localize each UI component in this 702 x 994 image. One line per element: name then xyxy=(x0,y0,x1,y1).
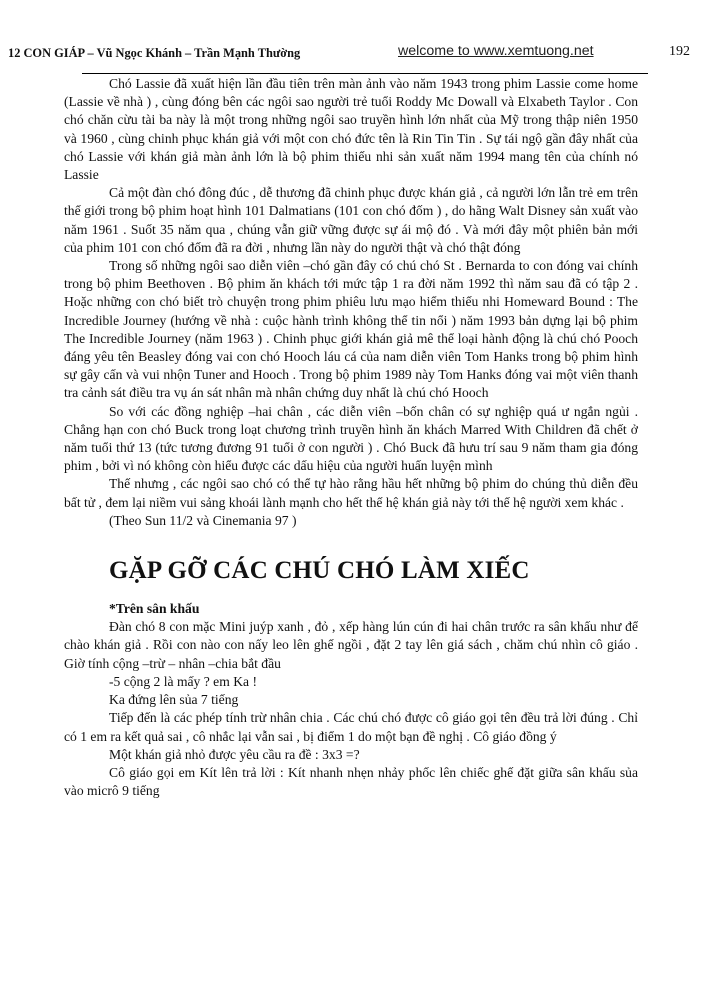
paragraph-beethoven: Trong số những ngôi sao diễn viên –chó gần đây có chú chó St . Bernarda to con đóng vai chính trong bộ phim Beethoven . Bộ phim ăn khách tới mức tập 1 ra đời năm 1992 thì năm sau đã có tập 2 . Hoặc những con chó biết trò chuyện trong phim phiêu lưu mạo hiểm thiếu nhi Homeward Bound : The Incredible Journey (hướng về nhà : cuộc hành trình không thể tin nổi ) năm 1993 bản dựng lại bộ phim The Incredible Journey (năm 1963 ) . Chinh phục giới khán giả mê thể loại hành động là chú chó Pooch đáng yêu tên Beasley đóng vai con chó Hooch láu cá của nam diễn viên Tom Hanks trong bộ phim hình sự gây cấn và vui nhộn Tuner and Hooch . Trong bộ phim 1989 này Tom Hanks đóng vai một viên thanh tra cảnh sát điều tra vụ án sát nhân mà nhân chứng duy nhất là chú chó Hooch xyxy=(64,258,638,401)
page-number: 192 xyxy=(669,44,690,59)
paragraph-conclusion: Thế nhưng , các ngôi sao chó có thể tự hào rằng hầu hết những bộ phim do chúng thủ diễn đều bất tử , đem lại niềm vui sảng khoái lành mạnh cho hết thế hệ khán giả này tới thế hệ người xem khác . xyxy=(64,476,638,510)
section-paragraph: Ka đứng lên sủa 7 tiếng xyxy=(109,692,239,708)
section-title: GẶP GỠ CÁC CHÚ CHÓ LÀM XIẾC xyxy=(109,557,530,585)
section-paragraph: Tiếp đến là các phép tính trừ nhân chia . Các chú chó được cô giáo gọi tên đều trả lời đúng . Chỉ có 1 em ra kết quả sai , cô nhắc lại vẫn sai , bị điểm 1 do một bạn đề nghị . Cô giáo đồng ý xyxy=(64,710,638,744)
page-body xyxy=(64,75,638,800)
section-paragraph: -5 cộng 2 là mấy ? em Ka ! xyxy=(109,673,257,689)
paragraph-buck: So với các đồng nghiệp –hai chân , các diễn viên –bốn chân có sự nghiệp quá ư ngắn ngủi . Chẳng hạn con chó Buck trong loạt chương trình truyền hình ăn khách Marred With Children đã chết ở năm tuổi thứ 13 (tức tương đương 91 tuổi ở con người ) . Chó Buck đã hưu trí sau 9 năm tham gia đóng phim , bởi vì nó không còn hiểu được các dấu hiệu của người huấn luyện mình xyxy=(64,403,638,474)
paragraph-lassie: Chó Lassie đã xuất hiện lần đầu tiên trên màn ảnh vào năm 1943 trong phim Lassie come home (Lassie về nhà ) , cùng đóng bên các ngôi sao người trẻ tuổi Roddy Mc Dowall và Elxabeth Taylor . Con chó chăn cừu tài ba này là một trong những ngôi sao truyền hình lớn nhất của Mỹ trong thập niên 1950 và 1960 , cùng chinh phục khán giả với một con chó đức tên là Rin Tin Tin . Sự tái ngộ gần đây nhất của chó Lassie với khán giả màn ảnh lớn là bộ phim thiếu nhi sản xuất năm 1994 mang tên của chính nó Lassie xyxy=(64,76,638,183)
section-paragraph: Đàn chó 8 con mặc Mini juýp xanh , đỏ , xếp hàng lún cún đi hai chân trước ra sân khấu như để chào khán giả . Rồi con nào con nấy leo lên ghế ngồi , đặt 2 tay lên giá sách , chăm chú nhìn cô giáo . Giờ tính cộng –trừ – nhân –chia bắt đầu xyxy=(64,619,638,671)
book-title-authors: 12 CON GIÁP – Vũ Ngọc Khánh – Trần Mạnh Thường xyxy=(8,46,301,60)
page-header xyxy=(0,42,702,64)
section-paragraph: Cô giáo gọi em Kít lên trả lời : Kít nhanh nhẹn nhảy phốc lên chiếc ghế đặt giữa sân khấu sủa vào micrô 9 tiếng xyxy=(64,764,638,799)
header-divider xyxy=(82,73,648,74)
paragraph-dalmatians: Cả một đàn chó đông đúc , dễ thương đã chinh phục được khán giả , cả người lớn lẫn trẻ em trên thế giới trong bộ phim hoạt hình 101 Dalmatians (101 con chó đốm ) , do hãng Walt Disney sản xuất vào năm 1961 . Suốt 35 năm qua , chúng vẫn giữ vững được sự ái mộ đó . Và mới đây một phiên bản mới của phim 101 con chó đốm đã ra đời , nhưng lần này do người thật và chó thật đóng xyxy=(64,185,638,255)
section-paragraph: Một khán giả nhỏ được yêu cầu ra đề : 3x3 =? xyxy=(109,746,360,762)
website-link[interactable]: welcome to www.xemtuong.net xyxy=(398,43,594,59)
source-citation: (Theo Sun 11/2 và Cinemania 97 ) xyxy=(109,512,297,528)
section-subheading: *Trên sân khấu xyxy=(109,601,200,617)
